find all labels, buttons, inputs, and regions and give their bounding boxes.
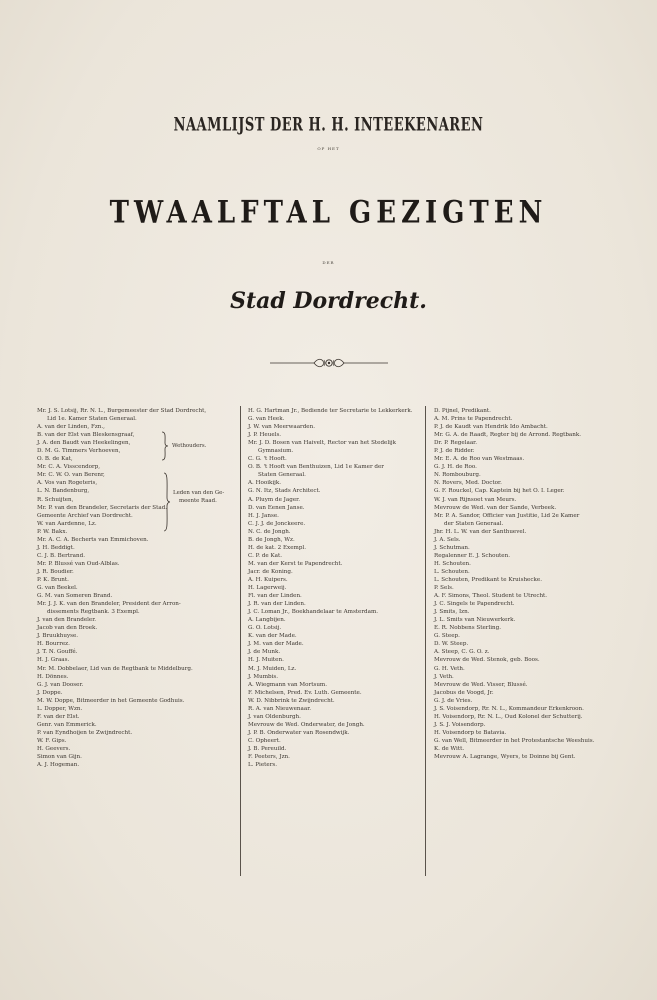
subscriber-entry: J. van den Brandeler. (37, 617, 97, 624)
subscriber-entry: K. van der Made. (248, 633, 297, 640)
brace-icon (163, 472, 171, 532)
subscriber-entry: D. Pijnel, Predikant. (434, 408, 491, 414)
subscriber-entry: Mr. M. Dobbelaer, Lid van de Regtbank te Middelburg. (37, 665, 193, 672)
subscriber-entry: D. van Eenen Janse. (248, 504, 305, 511)
subscriber-entry: J. A. den Baudt van Heekelingen, (37, 440, 131, 447)
subscriber-entry: A. Wiegmann van Mortsum. (248, 681, 327, 688)
subscriber-entry: D. M. G. Timmers Verhoeven, (37, 448, 121, 455)
heading-line-1: NAAMLIJST DER H. H. INTEEKENAREN (173, 114, 484, 137)
subscriber-entry: Mr. J. J. K. van den Brandeler, President der Arron- (37, 601, 181, 608)
subscriber-entry: G. J. H. de Roo. (434, 464, 477, 471)
subscriber-entry: Mr. J. D. Bosen van Haivelt, Rector van het Stedelijk (248, 440, 397, 447)
subscriber-entry: G. van Beekel. (37, 585, 78, 592)
subscriber-entry: A. Steep, C. G. O. z. (434, 649, 490, 656)
subscriber-entry: A. J. Hogeman. (37, 762, 80, 769)
subscriber-entry: Fl. van der Linden. (248, 593, 302, 600)
subscriber-entry: Jacob van den Broek. (37, 625, 98, 632)
subscriber-entry: G. H. Veth. (434, 665, 465, 672)
subscriber-entry: Mr. E. A. de Roo van Westmaas. (434, 456, 525, 463)
subscriber-entry: Mr. C. A. Visscendorp, (37, 464, 101, 471)
subscriber-entry: W. D. Nibbrink te Zwijndrecht. (248, 697, 335, 704)
brace-icon (161, 431, 169, 461)
subscriber-entry: Staten Generaal. (258, 472, 306, 479)
subscriber-entry: F. Peeters, Jzn. (248, 754, 290, 761)
subscriber-entry: J. Doppe. (37, 689, 63, 696)
subscriber-entry: J. S. J. Voisendorp. (434, 721, 486, 728)
subscriber-entry: B. van der Elst van Bleskensgraaf, (37, 432, 135, 439)
subscriber-entry: L. N. Bandenburg, (37, 488, 90, 495)
subscriber-entry: F. Michelsen, Pred. Ev. Luth. Gemeente. (248, 689, 362, 696)
subscriber-entry: Lid 1e. Kamer Staten Generaal. (47, 416, 137, 423)
subscriber-entry: H. Dönnes. (37, 673, 69, 680)
subscriber-entry: F. van der Elst. (37, 713, 80, 720)
subscriber-entry: H. Bourrez. (37, 641, 70, 648)
subscriber-entry: J. B. Pereuild. (248, 745, 287, 752)
subscriber-entry: H. Schouten. (434, 560, 471, 567)
subscriber-entry: A. Pluym de Jager. (248, 496, 300, 503)
subscriber-entry: H. J. Muiten. (248, 657, 284, 664)
subscriber-entry: Mevrouw de Wed. Visser, Blussé. (434, 681, 528, 688)
subscriber-entry: H. J. Graas. (37, 657, 70, 664)
subscriber-entry: P. J. de Ridder. (434, 448, 475, 455)
subscriber-entry: J. A. Sels. (434, 536, 461, 543)
subscriber-entry: M. J. Muiden, Lz. (248, 665, 297, 672)
subscriber-entry: J. W. van Meerwaarden. (248, 424, 315, 431)
subscriber-entry: L. Schouten, Predikant te Kruishecke. (434, 576, 542, 583)
subscriber-entry: Mevrouw de Wed. Onderwater, de Jongh. (248, 721, 365, 728)
subscriber-entry: Mr. C. W. O. van Berenr, (37, 472, 105, 479)
subscriber-entry: H. de kat. 2 Exempl. (248, 544, 306, 551)
subscriber-entry: Mr. P. Blussé van Oud-Alblas. (37, 560, 120, 567)
subscriber-entry: K. de Witt. (434, 745, 465, 752)
subscriber-entry: L. Pieters. (248, 762, 278, 769)
subscriber-entry: A. Vos van Rogeteris, (37, 480, 98, 487)
subscriber-entry: H. J. Janse. (248, 512, 279, 519)
subscriber-column-3 (434, 407, 629, 761)
subscriber-entry: P. K. Brunt. (37, 576, 69, 583)
subscriber-entry: J. C. Singels te Papendrecht. (434, 601, 515, 608)
subscriber-entry: J. de Munk. (248, 649, 281, 656)
subscriber-entry: G. J. van Dooser. (37, 681, 84, 688)
subscriber-entry: Mr. J. S. Lotsij, Rr. N. L., Burgemeester der Stad Dordrecht, (37, 408, 207, 414)
subscriber-entry: R. A. van Nieuwenaar. (248, 705, 312, 712)
subscriber-entry: Gemeente Archief van Dordrecht. (37, 512, 133, 519)
subscriber-entry: M. van der Kerst te Papendrecht. (248, 560, 343, 567)
column-divider-2 (425, 406, 426, 876)
subscriber-entry: Dr. P. Regelaar. (434, 440, 477, 447)
subscriber-entry: G. van Well, Bitmeerder in het Protestantsche Weeshuis. (434, 737, 595, 744)
subscriber-entry: A. F. Simons, Theol. Student te Utrecht. (434, 593, 548, 600)
subscriber-entry: P. van Eyndhoijen te Zwijndrecht. (37, 729, 133, 736)
subscriber-entry: C. J. J. de Jonckeere. (248, 520, 306, 527)
subscriber-entry: A. Hooikijk. (248, 480, 282, 487)
subscriber-entry: Gymnasium. (258, 448, 294, 455)
subscriber-entry: Mr. P. A. Sandor, Officier van Justitie, Lid 2e Kamer (434, 512, 580, 519)
subscriber-entry: D. W. Steep. (434, 641, 469, 648)
heading-small-1: OP HET (317, 146, 340, 151)
heading-line-2: TWAALFTAL GEZIGTEN (109, 195, 548, 231)
subscriber-entry: J. van Oldenburgh. (248, 713, 301, 720)
subscriber-entry: N. C. de Jongh. (248, 528, 291, 535)
brace-gemeente-raad (163, 472, 233, 532)
brace-label-wethouders: Wethouders. (172, 443, 207, 449)
subscriber-entry: Regalenner E. J. Schouten. (434, 552, 510, 559)
subscriber-entry: B. de Jongh, Wz. (248, 536, 295, 543)
subscriber-entry: W. F. Gips. (37, 737, 67, 744)
subscriber-entry: H. Voisendorp, Rr. N. L., Oud Kolonel der Schutterij. (434, 713, 583, 720)
subscriber-entry: J. H. Beddigt. (37, 544, 75, 551)
subscriber-entry: L. Schouten. (434, 568, 470, 575)
brace-wethouders (161, 431, 221, 461)
subscriber-entry: G. J. de Vries. (434, 697, 473, 704)
subscriber-entry: G. Steep. (434, 633, 460, 640)
subscriber-entry: G. M. van Someren Brand. (37, 593, 113, 600)
subscriber-entry: Genr. van Emmerick. (37, 721, 97, 728)
subscriber-entry: R. Schuijten, (37, 496, 74, 503)
subscriber-entry: J. M. van der Made. (248, 641, 304, 648)
ornament-divider (270, 356, 388, 370)
subscriber-entry: P. J. de Kaudt van Hendrik Ido Ambacht. (434, 424, 548, 431)
subscriber-entry: N. Rombouburg. (434, 472, 481, 479)
subscriber-entry: J. Veth. (434, 673, 454, 680)
subscriber-entry: J. P. Heuels. (248, 432, 282, 439)
subscriber-entry: G. van Heek. (248, 416, 285, 423)
subscriber-entry: A. H. Kuipers. (248, 576, 288, 583)
subscriber-entry: G. N. Itz, Stads Architect. (248, 488, 321, 495)
subscriber-column-1 (37, 407, 232, 769)
subscriber-entry: der Staten Generaal. (444, 520, 504, 527)
subscriber-entry: C. P. de Kat. (248, 552, 283, 559)
subscriber-entry: C. J. B. Bertrand. (37, 552, 85, 559)
subscriber-entry: P. W. Bakx. (37, 528, 68, 535)
subscriber-entry: Jacobus de Voogd, Jr. (434, 689, 494, 696)
subscriber-entry: A. M. Prins te Papendrecht. (434, 416, 513, 423)
subscriber-entry: Jhr. H. L. W. van der Santhuevel. (434, 528, 527, 535)
subscriber-entry: J. Bruukhuyse. (37, 633, 79, 640)
subscriber-entry: L. Dopper, Wzn. (37, 705, 83, 712)
subscriber-entry: Jacr. de Koning. (248, 568, 293, 575)
subscriber-entry: J. L. Smits van Nieuwerkerk. (434, 617, 516, 624)
subscriber-entry: G. F. Rouckel, Cap. Kaptein bij het O. I. Leger. (434, 488, 565, 495)
subscriber-entry: C. Opheert. (248, 737, 281, 744)
subscriber-entry: N. Rovers, Med. Doctor. (434, 480, 502, 487)
subscriber-entry: J. R. Boudier. (37, 568, 74, 575)
subscriber-entry: Mr. G. A. de Raadt, Regter bij de Arrond. Regtbank. (434, 432, 582, 439)
subscriber-entry: Mevrouw de Wed. Stenok, geb. Boos. (434, 657, 540, 664)
subscriber-entry: Mevrouw A. Lagrange, Wyers, te Doinne bij Gent. (434, 754, 576, 761)
subscriber-entry: P. Sels. (434, 585, 454, 592)
subscriber-entry: Mr. A. C. A. Becherts van Emmichoven. (37, 536, 149, 543)
subscriber-entry: Mevrouw de Wed. van der Sande, Verbeek. (434, 504, 557, 511)
subscriber-entry: H. Geevers. (37, 745, 71, 752)
subscriber-entry: J. Schutman. (434, 544, 470, 551)
column-divider-1 (240, 406, 241, 876)
heading-line-3: Stad Dordrecht. (230, 288, 427, 314)
subscriber-entry: E. R. Nobbens Sterling. (434, 625, 501, 632)
subscriber-entry: J. T. N. Gouffé. (37, 649, 78, 656)
brace-label-leden-2: meente Raad. (179, 498, 217, 504)
subscriber-entry: J. C. Loman Jr., Boekhandelaar te Amsterdam. (248, 609, 379, 616)
subscriber-entry: G. O. Lotsij. (248, 625, 282, 632)
subscriber-entry: M. W. Doppe, Bitmeerder in het Gemeente Godhuis. (37, 697, 185, 704)
subscriber-entry: J. S. Voisendorp, Rr. N. L., Kommandeur Erkenkroon. (434, 705, 584, 712)
subscriber-entry: O. B. 't Hooft van Benthuizen, Lid 1e Kamer der (248, 464, 384, 471)
subscriber-entry: Mr. P. van den Brandeler, Secretaris der Stad. (37, 504, 168, 511)
brace-label-leden-1: Leden van den Ge- (173, 490, 225, 496)
subscriber-entry: J. Smits, Izn. (434, 609, 470, 616)
subscriber-column-2 (248, 407, 420, 769)
subscriber-entry: dissements Regtbank. 3 Exempl. (47, 609, 140, 616)
subscriber-entry: H. G. Hartman Jr., Bediende ter Secretarie te Lekkerkerk. (248, 408, 413, 414)
subscriber-entry: H. Voisendorp te Batavia. (434, 729, 507, 736)
subscriber-entry: W. van Aardenne, Lz. (37, 520, 97, 527)
subscriber-entry: O. B. de Kat, (37, 456, 73, 463)
subscriber-entry: J. Mumbis. (248, 673, 279, 680)
subscriber-entry: J. R. van der Linden. (248, 601, 306, 608)
subscriber-entry: Simon van Gijn. (37, 754, 82, 761)
heading-small-2: DER (322, 260, 335, 265)
subscriber-entry: C. G. 't Hooft. (248, 456, 287, 463)
subscriber-entry: J. P. B. Onderwater van Rosendwijk. (248, 729, 350, 736)
subscriber-entry: A. van der Linden, Fzn., (37, 424, 105, 431)
subscriber-entry: W. J. van Rijnsoet van Meurs. (434, 496, 517, 503)
subscriber-entry: A. Langbijen. (248, 617, 286, 624)
subscriber-entry: H. Lagerweij. (248, 585, 287, 592)
